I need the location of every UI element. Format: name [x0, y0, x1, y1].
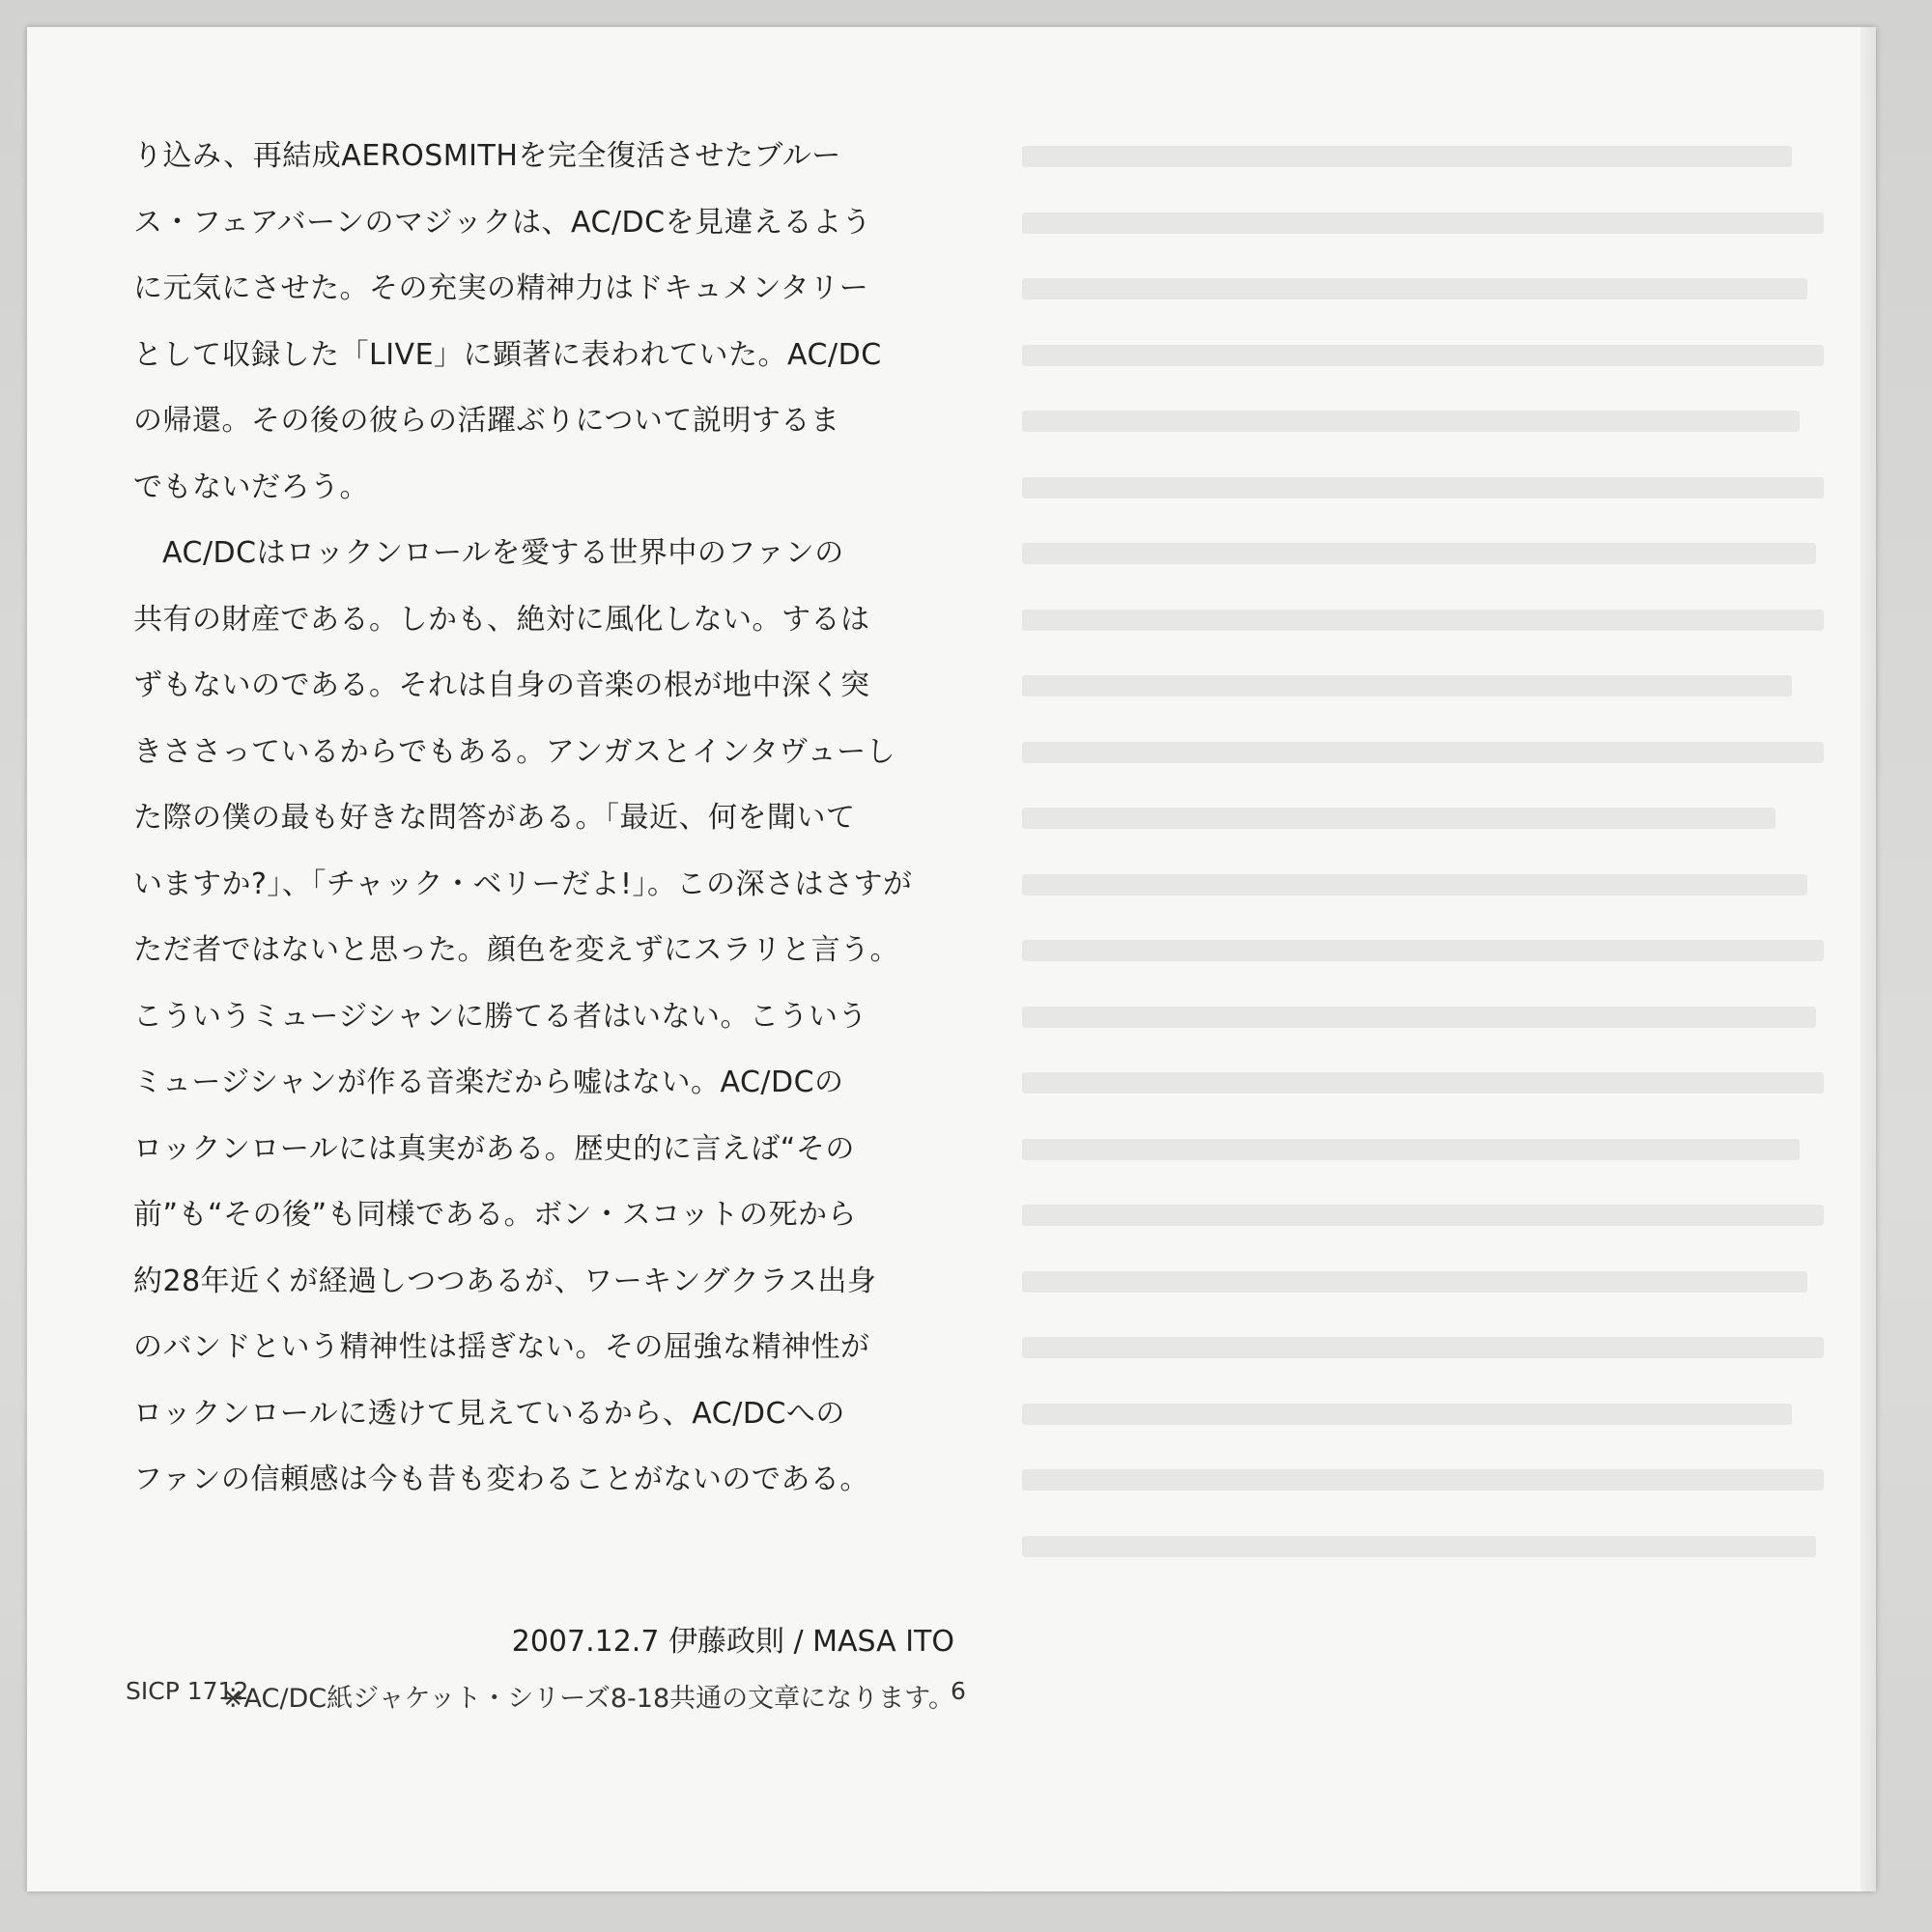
page-edge	[1861, 27, 1876, 1891]
body-line: ただ者ではないと思った。顔色を変えずにスラリと言う。	[133, 933, 899, 967]
footnote: ※AC/DC紙ジャケット・シリーズ8-18共通の文章になります。	[221, 1684, 954, 1714]
signature: 2007.12.7 伊藤政則 / MASA ITO	[511, 1625, 954, 1659]
show-through-text	[1022, 124, 1824, 1579]
body-line: 共有の財産である。しかも、絶対に風化しない。するは	[133, 602, 870, 637]
body-line: た際の僕の最も好きな問答がある。「最近、何を聞いて	[133, 801, 856, 835]
body-line: ロックンロールに透けて見えているから、AC/DCへの	[133, 1396, 845, 1431]
catalog-code: SICP 1712	[126, 1677, 249, 1705]
body-line: 約28年近くが経過しつつあるが、ワーキングクラス出身	[133, 1264, 877, 1298]
body-line: でもないだろう。	[133, 469, 369, 504]
body-line: ファンの信頼感は今も昔も変わることがないのである。	[133, 1463, 869, 1496]
body-line: ずもないのである。それは自身の音楽の根が地中深く突	[133, 668, 870, 702]
body-line: ス・フェアバーンのマジックは、AC/DCを見違えるよう	[133, 205, 872, 240]
body-line: いますか?」、「チャック・ベリーだよ!」。この深さはさすが	[133, 867, 913, 901]
booklet-page	[27, 27, 1876, 1891]
body-line: として収録した「LIVE」に顕著に表われていた。AC/DC	[133, 337, 882, 372]
page-number: 6	[951, 1677, 966, 1705]
body-line: こういうミュージシャンに勝てる者はいない。こういう	[133, 999, 867, 1034]
body-line: ミュージシャンが作る音楽だから嘘はない。AC/DCの	[133, 1065, 844, 1099]
body-line: のバンドという精神性は揺ぎない。その屈強な精神性が	[133, 1330, 870, 1364]
body-line: きささっているからでもある。アンガスとインタヴューし	[133, 734, 896, 769]
body-line: ロックンロールには真実がある。歴史的に言えば“その	[133, 1131, 855, 1166]
body-line: 前”も“その後”も同様である。ボン・スコットの死から	[133, 1198, 858, 1232]
body-line: り込み、再結成AEROSMITHを完全復活させたブルー	[133, 139, 841, 173]
body-line: に元気にさせた。その充実の精神力はドキュメンタリー	[133, 271, 869, 305]
body-line: の帰還。その後の彼らの活躍ぶりについて説明するま	[133, 404, 840, 438]
body-line: AC/DCはロックンロールを愛する世界中のファンの	[162, 536, 844, 570]
